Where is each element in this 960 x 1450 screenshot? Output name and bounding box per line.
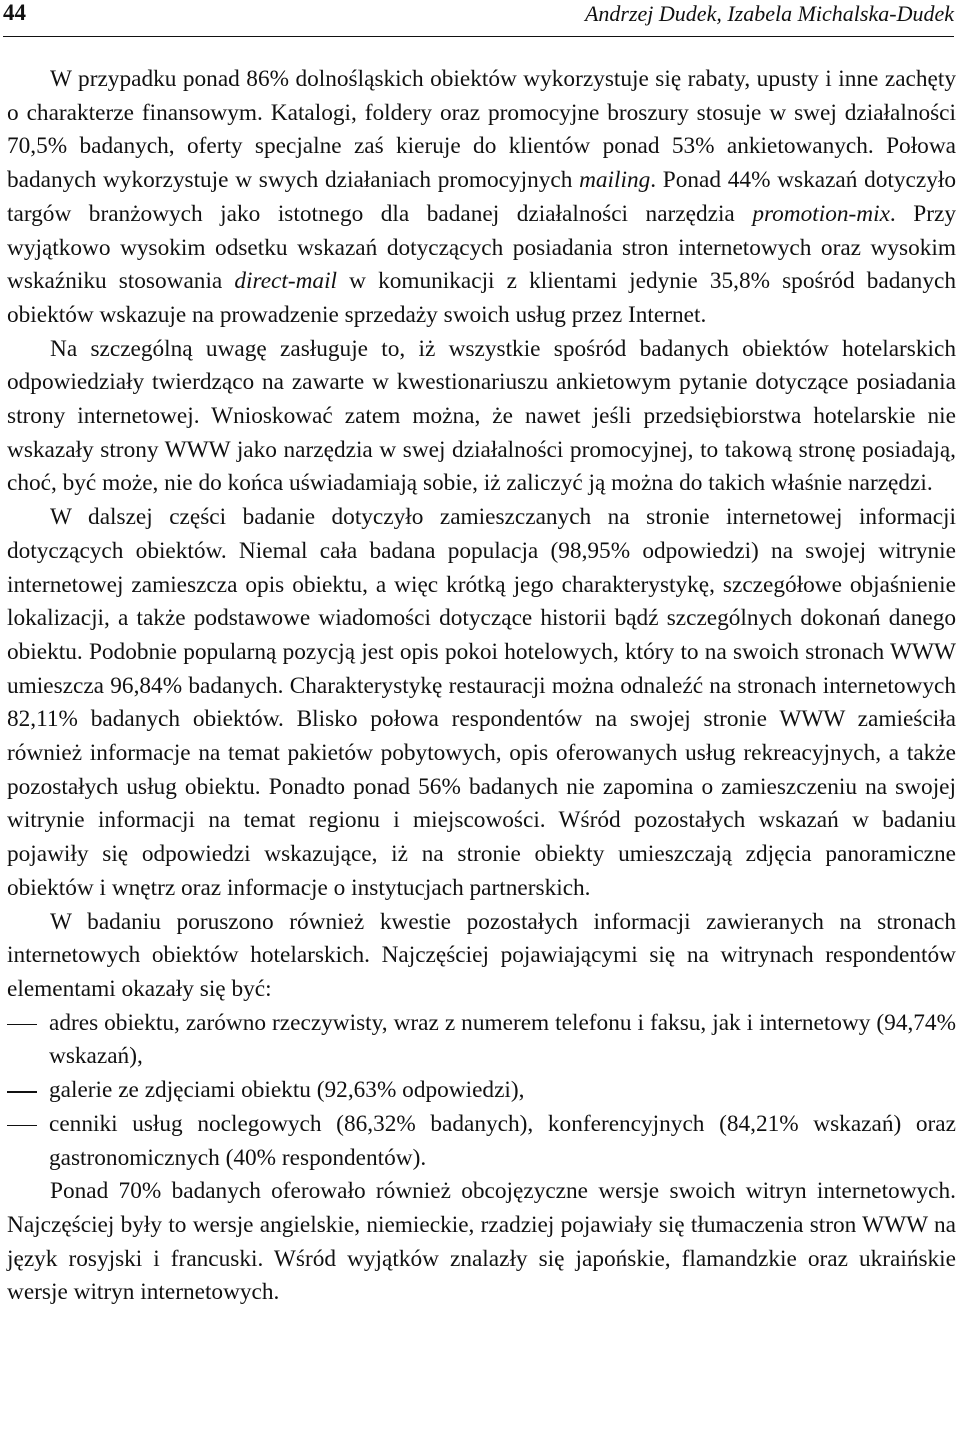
paragraph-3: W dalszej części badanie dotyczyło zamieszczanych na stronie internetowej informacji dotyczących obiektów. Niemal cała badana populacja (98,95% odpowiedzi) na swojej witrynie internetowej zamieszcza opis obiektu, a więc krótką jego charakterystykę, szczegółowe objaśnienie lokalizacji, a także podstawowe wiadomości dotyczące historii bądź szczególnych dokonań danego obiektu. Podobnie popularną pozycją jest opis pokoi hotelowych, który to na swoich stronach WWW umieszcza 96,84% badanych. Charakterystykę restauracji można odnaleźć na stronach internetowych 82,11% badanych obiektów. Blisko połowa respondentów na swojej stronie WWW zamieściła również informacje na temat pakietów pobytowych, opis oferowanych usług rekreacyjnych, a także pozostałych usług obiektu. Ponadto ponad 56% badanych nie zapomina o zamieszczeniu na swojej witrynie informacji na temat regionu i miejscowości. Wśród pozostałych wskazań w badaniu pojawiły się odpowiedzi wskazujące, iż na stronie obiekty umieszczają zdjęcia panoramiczne obiektów i wnętrz oraz informacje o instytucjach partnerskich.	[7, 504, 956, 901]
running-head: Andrzej Dudek, Izabela Michalska-Dudek	[584, 1, 954, 26]
term-promotion-mix: promotion-mix	[752, 200, 890, 227]
paragraph-4: W badaniu poruszono również kwestie pozostałych informacji zawieranych na stronach internetowych obiektów hotelarskich. Najczęściej pojawiającymi się na witrynach respondentów elementami okazały się być:	[7, 908, 956, 1002]
list-item	[7, 1074, 956, 1108]
term-mailing: mailing	[579, 167, 651, 194]
paragraph-2: Na szczególną uwagę zasługuje to, iż wszystkie spośród badanych obiektów hotelarskich odpowiedziały twierdząco na zawarte w kwestionariuszu ankietowym pytanie dotyczące posiadania strony internetowej. Wnioskować zatem można, że nawet jeśli przedsiębiorstwa hotelarskie nie wskazały strony WWW jako narzędzia w swej działalności promocyjnej, to takową stronę posiadają, choć, być może, nie do końca uświadamiają sobie, iż zaliczyć ją można do takich właśnie narzędzi.	[7, 335, 956, 497]
term-direct-mail: direct-mail	[234, 268, 338, 295]
list-item-text: adres obiektu, zarówno rzeczywisty, wraz z numerem telefonu i faksu, jak i internetowy (94,74% wskazań),	[49, 1009, 956, 1070]
bullet-list	[7, 1007, 956, 1176]
list-item-text: cenniki usług noclegowych (86,32% badanych), konferencyjnych (84,21% wskazań) oraz gastronomicznych (40% respondentów).	[49, 1110, 956, 1171]
paragraph-1-text-d: w komunikacji z klientami jedynie 35,8% spośród badanych obiektów wskazuje na prowadzenie sprzedaży swoich usług przez Internet.	[7, 268, 956, 328]
paragraph-1-text-c: . Przy wyjątkowo wysokim odsetku wskazań dotyczących posiadania stron internetowych oraz wysokim wskaźniku stosowania	[7, 200, 956, 295]
paragraph-1	[7, 63, 956, 333]
body-text	[7, 63, 956, 1310]
page-header	[3, 0, 954, 37]
list-item	[7, 1007, 956, 1074]
list-item-text: galerie ze zdjęciami obiektu (92,63% odpowiedzi),	[49, 1077, 525, 1104]
list-item	[7, 1108, 956, 1175]
page-number: 44	[3, 0, 26, 25]
paragraph-5: Ponad 70% badanych oferowało również obcojęzyczne wersje swoich witryn internetowych. Najczęściej były to wersje angielskie, niemieckie, rzadziej pojawiały się tłumaczenia stron WWW na język rosyjski i francuski. Wśród wyjątków znalazły się japońskie, flamandzkie oraz ukraińskie wersje witryn internetowych.	[7, 1178, 956, 1306]
paragraph-1-text-b: . Ponad 44% wskazań dotyczyło targów branżowych jako istotnego dla badanej działalności narzędzia	[7, 167, 956, 227]
paragraph-1-text-a: W przypadku ponad 86% dolnośląskich obiektów wykorzystuje się rabaty, upusty i inne zachęty o charakterze finansowym. Katalogi, foldery oraz promocyjne broszury stosuje w swej działalności 70,5% badanych, oferty specjalne zaś kieruje do klientów ponad 53% ankietowanych. Połowa badanych wykorzystuje w swych działaniach promocyjnych	[7, 66, 956, 194]
